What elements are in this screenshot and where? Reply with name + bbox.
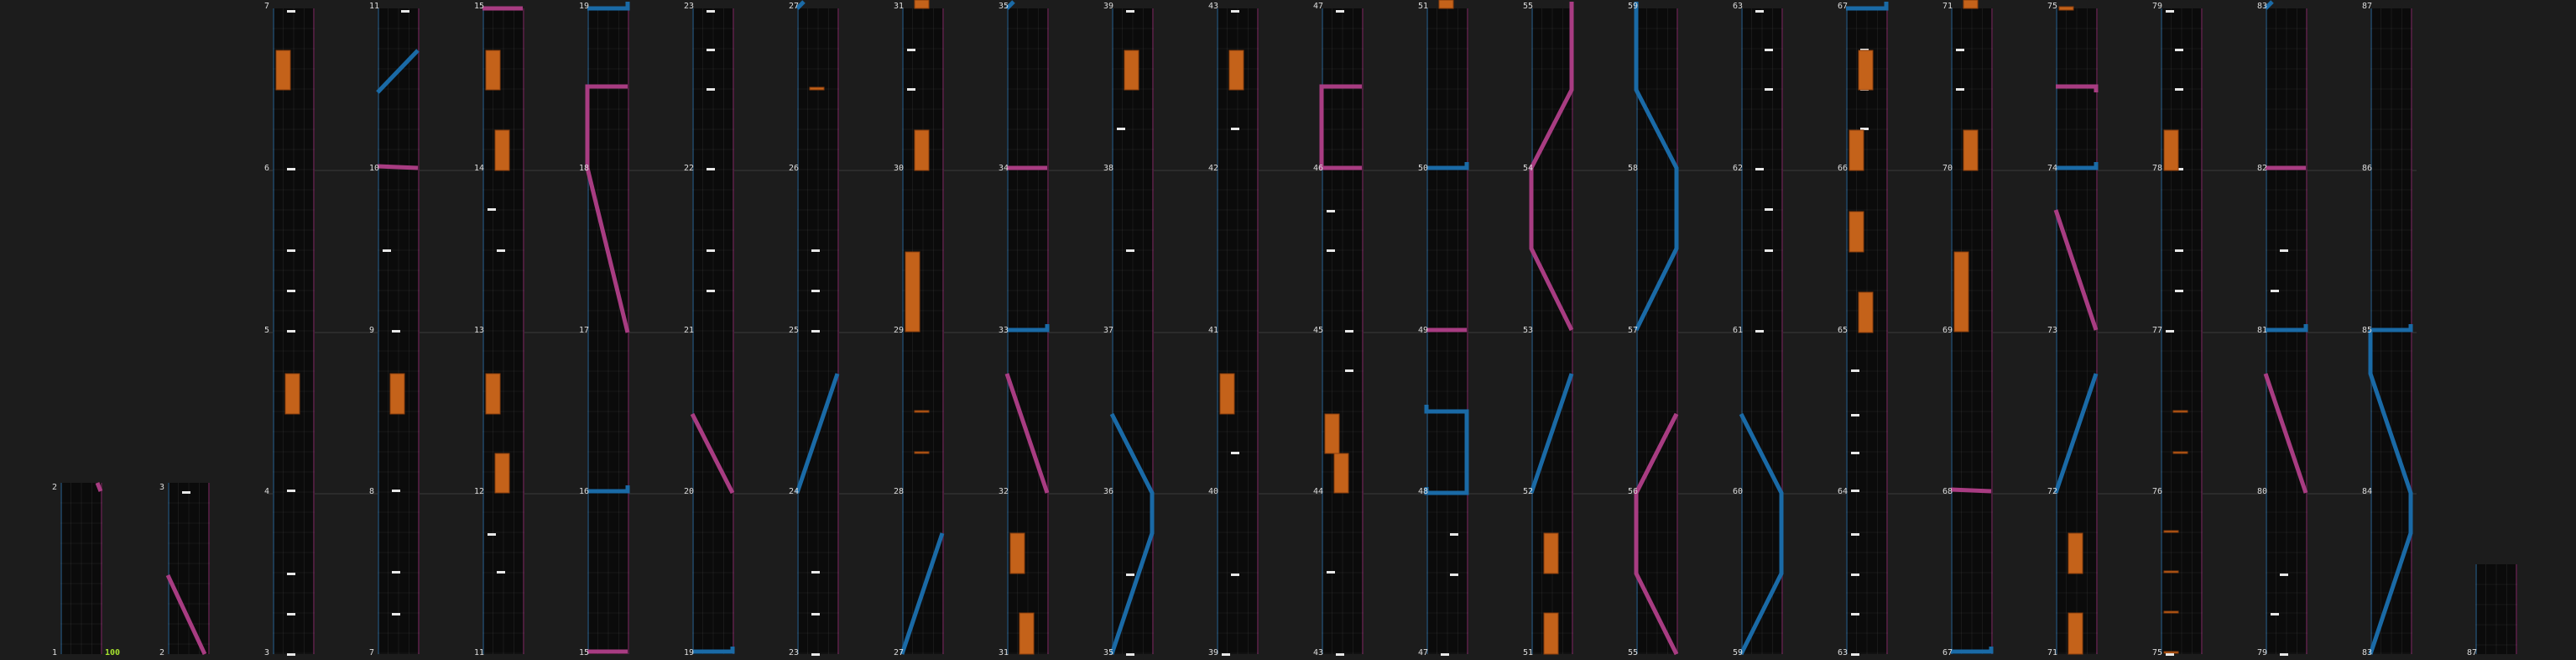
- tap-note: [383, 249, 391, 252]
- hold-note: [1124, 50, 1139, 90]
- hold-note: [2164, 652, 2178, 653]
- measure-label: 16: [579, 487, 590, 496]
- tap-note: [497, 249, 505, 252]
- tap-note: [707, 290, 715, 292]
- tap-note: [1851, 533, 1859, 536]
- measure-label: 49: [1418, 326, 1429, 335]
- tap-note: [1851, 490, 1859, 492]
- measure-label: 39: [1103, 2, 1114, 11]
- measure-label: 71: [1942, 2, 1953, 11]
- hold-note: [2059, 7, 2073, 10]
- measure-label: 14: [474, 164, 485, 173]
- tap-note: [287, 10, 295, 13]
- measure-label: 37: [1103, 326, 1114, 335]
- tap-note: [1231, 452, 1239, 454]
- tap-note: [2175, 49, 2183, 51]
- tap-note: [287, 490, 295, 492]
- measure-label: 13: [474, 326, 485, 335]
- measure-label: 10: [369, 164, 380, 173]
- hold-note: [1954, 252, 1969, 332]
- measure-label: 85: [2362, 326, 2373, 335]
- measure-label: 83: [2257, 2, 2268, 11]
- measure-label: 34: [999, 164, 1009, 173]
- tap-note: [811, 653, 820, 656]
- tap-note: [1755, 168, 1764, 170]
- hold-note: [2068, 613, 2083, 654]
- measure-label: 65: [1838, 326, 1849, 335]
- measure-label: 25: [789, 326, 800, 335]
- hold-note: [1439, 0, 1453, 8]
- tap-note: [287, 290, 295, 292]
- measure-label: 63: [1838, 648, 1849, 657]
- measure-label: 9: [369, 326, 375, 335]
- tap-note: [2280, 653, 2288, 656]
- measure-label: 54: [1523, 164, 1534, 173]
- measure-label: 52: [1523, 487, 1534, 496]
- hold-note: [495, 130, 509, 170]
- measure-label: 76: [2152, 487, 2163, 496]
- tap-note: [1450, 574, 1458, 576]
- tap-note: [811, 290, 820, 292]
- hold-note: [915, 452, 929, 453]
- tap-note: [2280, 249, 2288, 252]
- measure-label: 67: [1838, 2, 1849, 11]
- tap-note: [1327, 210, 1335, 212]
- measure-label: 66: [1838, 164, 1849, 173]
- measure-label: 74: [2047, 164, 2058, 173]
- tap-note: [1345, 330, 1353, 333]
- hold-note: [1849, 130, 1864, 170]
- measure-label: 46: [1313, 164, 1324, 173]
- tap-note: [287, 330, 295, 333]
- tap-note: [1765, 88, 1773, 91]
- measure-label: 55: [1523, 2, 1534, 11]
- tap-note: [1956, 49, 1964, 51]
- tap-note: [2166, 10, 2174, 13]
- measure-label: 44: [1313, 487, 1324, 496]
- measure-label: 82: [2257, 164, 2268, 173]
- tap-note: [2271, 290, 2279, 292]
- measure-label: 59: [1628, 2, 1639, 11]
- measure-label: 43: [1208, 2, 1219, 11]
- tap-note: [707, 10, 715, 13]
- tap-note: [1345, 369, 1353, 372]
- measure-label: 3: [264, 648, 270, 657]
- measure-label: 32: [999, 487, 1009, 496]
- tap-note: [1231, 574, 1239, 576]
- tap-note: [1336, 653, 1344, 656]
- measure-label: 43: [1313, 648, 1324, 657]
- measure-label: 18: [579, 164, 590, 173]
- measure-label: 58: [1628, 164, 1639, 173]
- hold-note: [2164, 130, 2178, 170]
- hold-note: [2164, 611, 2178, 613]
- measure-label: 40: [1208, 487, 1219, 496]
- measure-label: 5: [264, 326, 270, 335]
- tap-note: [707, 168, 715, 170]
- tap-note: [1126, 574, 1134, 576]
- tap-note: [1755, 330, 1764, 333]
- hold-note: [915, 130, 929, 170]
- tap-note: [287, 249, 295, 252]
- score-label: 100: [105, 648, 121, 657]
- tap-note: [1851, 653, 1859, 656]
- measure-label: 2: [159, 648, 165, 657]
- tap-note: [1231, 128, 1239, 130]
- tap-note: [1851, 414, 1859, 416]
- measure-label: 81: [2257, 326, 2268, 335]
- measure-label: 87: [2467, 648, 2478, 657]
- hold-note: [2164, 571, 2178, 573]
- measure-label: 71: [2047, 648, 2058, 657]
- measure-label: 57: [1628, 326, 1639, 335]
- measure-label: 45: [1313, 326, 1324, 335]
- tap-note: [2175, 249, 2183, 252]
- measure-label: 50: [1418, 164, 1429, 173]
- measure-label: 28: [894, 487, 905, 496]
- hold-note: [276, 50, 290, 90]
- tap-note: [811, 613, 820, 615]
- measure-label: 4: [264, 487, 270, 496]
- measure-label: 12: [474, 487, 485, 496]
- hold-note: [1325, 414, 1339, 453]
- measure-label: 64: [1838, 487, 1849, 496]
- tap-note: [287, 653, 295, 656]
- measure-label: 36: [1103, 487, 1114, 496]
- measure-label: 42: [1208, 164, 1219, 173]
- measure-label: 31: [999, 648, 1009, 657]
- measure-label: 68: [1942, 487, 1953, 496]
- slide-path: [378, 166, 418, 168]
- measure-label: 33: [999, 326, 1009, 335]
- measure-label: 51: [1418, 2, 1429, 11]
- tap-note: [1765, 249, 1773, 252]
- measure-label: 22: [684, 164, 695, 173]
- hold-note: [2173, 411, 2188, 412]
- slide-path: [587, 2, 628, 8]
- tap-note: [488, 208, 496, 211]
- measure-label: 60: [1733, 487, 1744, 496]
- measure-label: 47: [1313, 2, 1324, 11]
- tap-note: [1126, 653, 1134, 656]
- tap-note: [2166, 330, 2174, 333]
- tap-note: [1231, 10, 1239, 13]
- hold-note: [285, 374, 300, 414]
- hold-note: [1859, 292, 1873, 333]
- tap-note: [907, 88, 915, 91]
- measure-label: 87: [2362, 2, 2373, 11]
- measure-label: 35: [1103, 648, 1114, 657]
- measure-label: 77: [2152, 326, 2163, 335]
- tap-note: [1851, 613, 1859, 615]
- tap-note: [2271, 613, 2279, 615]
- lane-left-edge: [2475, 564, 2477, 654]
- measure-label: 47: [1418, 648, 1429, 657]
- measure-label: 55: [1628, 648, 1639, 657]
- measure-label: 84: [2362, 487, 2373, 496]
- hold-note: [1963, 0, 1978, 8]
- lane-right-edge: [101, 483, 102, 654]
- measure-label: 62: [1733, 164, 1744, 173]
- measure-label: 6: [264, 164, 270, 173]
- measure-label: 23: [789, 648, 800, 657]
- tap-note: [2175, 88, 2183, 91]
- tap-note: [2280, 574, 2288, 576]
- measure-label: 51: [1523, 648, 1534, 657]
- measure-label: 78: [2152, 164, 2163, 173]
- hold-note: [390, 374, 404, 414]
- tap-note: [1327, 571, 1335, 574]
- tap-note: [182, 491, 190, 494]
- hold-note: [2068, 533, 2083, 574]
- slide-path: [1846, 2, 1886, 8]
- tap-note: [1222, 653, 1230, 656]
- hold-note: [1220, 374, 1234, 414]
- measure-label: 7: [264, 2, 270, 11]
- lane-left-edge: [168, 483, 169, 654]
- measure-label: 20: [684, 487, 695, 496]
- hold-note: [486, 50, 500, 90]
- measure-label: 7: [369, 648, 375, 657]
- measure-label: 75: [2047, 2, 2058, 11]
- hold-note: [1334, 453, 1348, 493]
- measure-label: 15: [474, 2, 485, 11]
- measure-label: 39: [1208, 648, 1219, 657]
- measure-label: 38: [1103, 164, 1114, 173]
- measure-label: 30: [894, 164, 905, 173]
- measure-label: 8: [369, 487, 375, 496]
- hold-note: [905, 252, 920, 332]
- hold-note: [1019, 613, 1034, 654]
- tap-note: [287, 613, 295, 615]
- tap-note: [488, 533, 496, 536]
- measure-label: 2: [52, 483, 58, 492]
- measure-label: 67: [1942, 648, 1953, 657]
- tap-note: [1755, 10, 1764, 13]
- tap-note: [392, 490, 400, 492]
- measure-label: 61: [1733, 326, 1744, 335]
- slide-path: [1951, 490, 1991, 491]
- measure-label: 83: [2362, 648, 2373, 657]
- measure-label: 3: [159, 483, 165, 492]
- tap-note: [1126, 10, 1134, 13]
- tap-note: [392, 613, 400, 615]
- hold-note: [2164, 531, 2178, 532]
- tap-note: [811, 330, 820, 333]
- measure-label: 27: [894, 648, 905, 657]
- tap-note: [707, 88, 715, 91]
- tap-note: [707, 49, 715, 51]
- tap-note: [2175, 290, 2183, 292]
- measure-label: 63: [1733, 2, 1744, 11]
- hold-note: [486, 374, 500, 414]
- measure-label: 53: [1523, 326, 1534, 335]
- tap-note: [497, 571, 505, 574]
- measure-label: 1: [52, 648, 58, 657]
- measure-label: 69: [1942, 326, 1953, 335]
- tap-note: [811, 249, 820, 252]
- tap-note: [1851, 369, 1859, 372]
- measure-label: 27: [789, 2, 800, 11]
- lane-right-edge: [2516, 564, 2517, 654]
- measure-label: 79: [2257, 648, 2268, 657]
- tap-note: [392, 330, 400, 333]
- measure-label: 11: [369, 2, 380, 11]
- measure-label: 35: [999, 2, 1009, 11]
- measure-label: 56: [1628, 487, 1639, 496]
- hold-note: [1010, 533, 1025, 574]
- hold-note: [810, 87, 824, 90]
- tap-note: [287, 573, 295, 575]
- hold-note: [495, 453, 509, 493]
- lane-right-edge: [208, 483, 210, 654]
- tap-note: [1765, 49, 1773, 51]
- tap-note: [1956, 88, 1964, 91]
- measure-label: 59: [1733, 648, 1744, 657]
- tap-note: [1851, 574, 1859, 576]
- tap-note: [1126, 249, 1134, 252]
- tap-note: [1327, 249, 1335, 252]
- measure-label: 80: [2257, 487, 2268, 496]
- measure-label: 79: [2152, 2, 2163, 11]
- measure-label: 19: [579, 2, 590, 11]
- hold-note: [1544, 533, 1558, 574]
- tap-note: [811, 571, 820, 574]
- tap-note: [392, 571, 400, 574]
- hold-note: [1544, 613, 1558, 654]
- hold-note: [915, 411, 929, 412]
- hold-note: [915, 0, 929, 8]
- tap-note: [1765, 208, 1773, 211]
- hold-note: [1859, 50, 1873, 90]
- tap-note: [907, 49, 915, 51]
- measure-label: 24: [789, 487, 800, 496]
- measure-label: 73: [2047, 326, 2058, 335]
- hold-note: [1963, 130, 1978, 170]
- tap-note: [1336, 10, 1344, 13]
- measure-label: 11: [474, 648, 485, 657]
- tap-note: [1117, 128, 1125, 130]
- measure-label: 19: [684, 648, 695, 657]
- tap-note: [2166, 653, 2174, 656]
- measure-label: 31: [894, 2, 905, 11]
- measure-label: 26: [789, 164, 800, 173]
- measure-label: 75: [2152, 648, 2163, 657]
- measure-label: 86: [2362, 164, 2373, 173]
- tap-note: [1450, 533, 1458, 536]
- measure-label: 48: [1418, 487, 1429, 496]
- measure-label: 15: [579, 648, 590, 657]
- measure-label: 41: [1208, 326, 1219, 335]
- measure-label: 70: [1942, 164, 1953, 173]
- measure-label: 29: [894, 326, 905, 335]
- measure-label: 72: [2047, 487, 2058, 496]
- measure-label: 21: [684, 326, 695, 335]
- tap-note: [1441, 653, 1449, 656]
- measure-label: 23: [684, 2, 695, 11]
- tap-note: [1851, 452, 1859, 454]
- hold-note: [2173, 452, 2188, 453]
- tap-note: [287, 168, 295, 170]
- hold-note: [1229, 50, 1244, 90]
- hold-note: [1849, 212, 1864, 252]
- tap-note: [401, 10, 409, 13]
- tap-note: [707, 249, 715, 252]
- lane-left-edge: [60, 483, 62, 654]
- measure-label: 17: [579, 326, 590, 335]
